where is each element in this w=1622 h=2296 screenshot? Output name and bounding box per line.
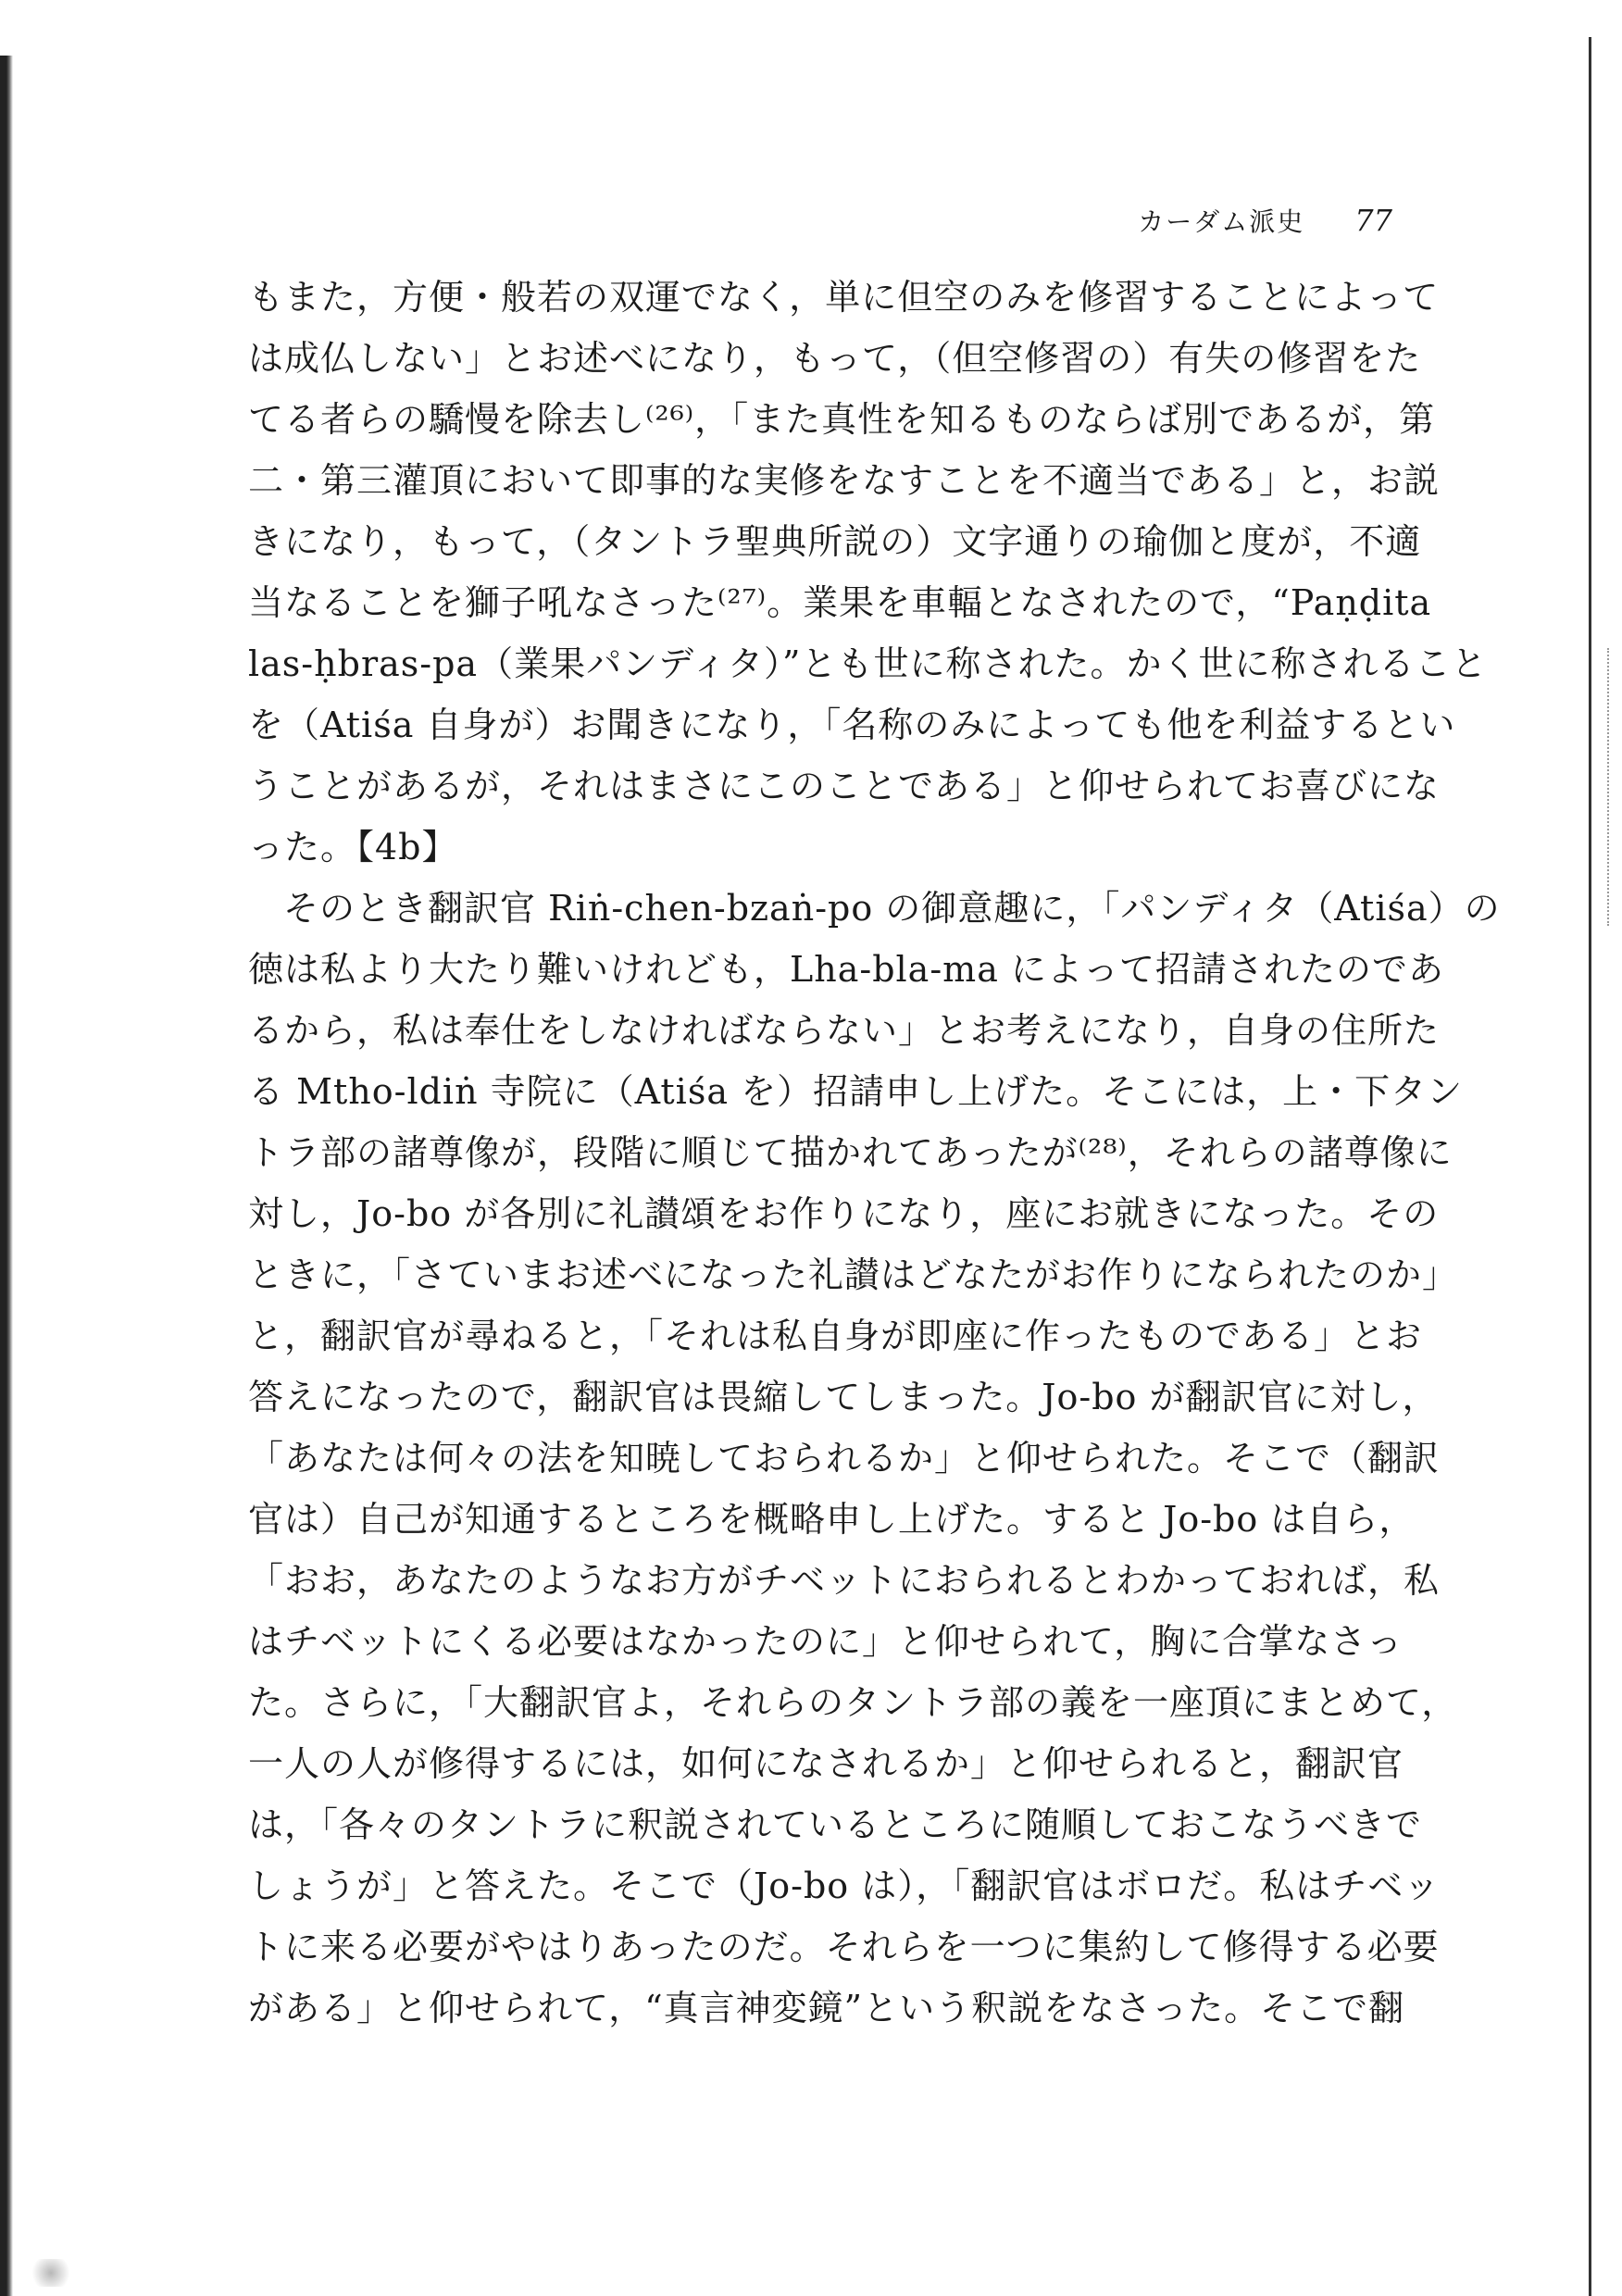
running-header — [1138, 202, 1392, 239]
text-line: 「あなたは何々の法を知暁しておられるか」と仰せられた。そこで（翻訳 — [248, 1438, 1441, 1479]
text-line: は，「各々のタントラに釈説されているところに随順しておこなうべきで — [248, 1804, 1423, 1845]
scan-right-rule — [1589, 37, 1591, 2296]
text-line: を（Atiśa 自身が）お聞きになり，「名称のみによっても他を利益するとい — [248, 705, 1456, 745]
text-line: 「おお，あなたのようなお方がチベットにおられるとわかっておれば，私 — [248, 1560, 1441, 1601]
text-line: las-ḥbras-pa（業果パンディタ）”とも世に称された。かく世に称されること — [248, 643, 1488, 684]
text-line: もまた，方便・般若の双運でなく，単に但空のみを修習することによって — [248, 277, 1440, 318]
text-line: 対し，Jo-bo が各別に礼讃頌をお作りになり，座にお就きになった。その — [248, 1193, 1440, 1234]
text-line: った。【4b】 — [248, 827, 458, 867]
text-line: 官は）自己が知通するところを概略申し上げた。すると Jo-bo は自ら， — [248, 1499, 1416, 1540]
text-line: は成仏しない」とお述べになり，もって，（但空修習の）有失の修習をた — [248, 338, 1422, 379]
text-line: る Mtho-ldiṅ 寺院に（Atiśa を）招請申し上げた。そこには，上・下タン — [248, 1071, 1464, 1112]
text-line: た。さらに，「大翻訳官よ，それらのタントラ部の義を一座頂にまとめて， — [248, 1682, 1458, 1723]
text-line: 答えになったので，翻訳官は畏縮してしまった。Jo-bo が翻訳官に対し， — [248, 1377, 1439, 1417]
text-line: トに来る必要がやはりあったのだ。それらを一つに集約して修得する必要 — [248, 1927, 1440, 1967]
text-line: 二・第三灌頂において即事的な実修をなすことを不適当である」と，お説 — [248, 460, 1441, 501]
text-line: きになり，もって，（タントラ聖典所説の）文字通りの瑜伽と度が，不適 — [248, 521, 1422, 562]
page-number: 77 — [1354, 203, 1392, 238]
paragraph-start-line: そのとき翻訳官 Riṅ-chen-bzaṅ-po の御意趣に，「パンディタ（Atiśa）の — [283, 888, 1501, 929]
text-line: トラ部の諸尊像が，段階に順じて描かれてあったが⁽²⁸⁾，それらの諸尊像に — [248, 1132, 1453, 1173]
text-line: はチベットにくる必要はなかったのに」と仰せられて，胸に合掌なさっ — [248, 1621, 1404, 1662]
text-line: ときに，「さていまお述べになった礼讃はどなたがお作りになられたのか」 — [248, 1254, 1459, 1295]
text-line: 徳は私より大たり難いけれども，Lha-bla-ma によって招請されたのであ — [248, 949, 1444, 990]
scan-right-dots — [1607, 648, 1611, 926]
text-line: てる者らの驕慢を除去し⁽²⁶⁾，「また真性を知るものならば別であるが，第 — [248, 399, 1436, 440]
text-line: 一人の人が修得するには，如何になされるか」と仰せられると，翻訳官 — [248, 1743, 1404, 1784]
running-title: カーダム派史 — [1138, 206, 1305, 237]
text-line: と，翻訳官が尋ねると，「それは私自身が即座に作ったものである」とお — [248, 1316, 1423, 1356]
scan-smudge — [28, 2259, 74, 2287]
text-line: るから，私は奉仕をしなければならない」とお考えになり，自身の住所た — [248, 1010, 1441, 1051]
body-text — [248, 267, 1501, 2039]
text-line: 当なることを獅子吼なさった⁽²⁷⁾。業果を車輻となされたので，“Paṇḍita — [248, 582, 1432, 623]
text-line: しょうが」と答えた。そこで（Jo-bo は），「翻訳官はボロだ。私はチベッ — [248, 1866, 1441, 1906]
text-line: がある」と仰せられて，“真言神変鏡”という釈説をなさった。そこで翻 — [248, 1988, 1405, 2028]
scan-left-edge — [0, 56, 13, 2296]
text-line: うことがあるが，それはまさにこのことである」と仰せられてお喜びにな — [248, 766, 1441, 806]
